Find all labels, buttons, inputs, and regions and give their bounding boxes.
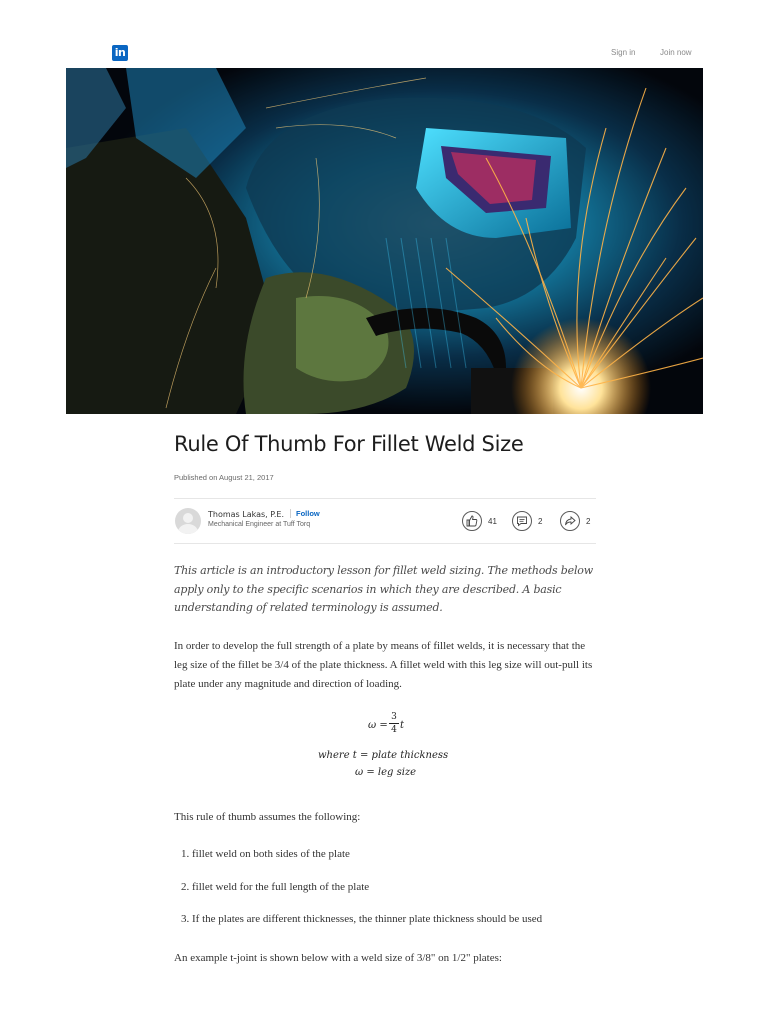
published-date: Published on August 21, 2017 xyxy=(174,473,274,482)
sign-in-link[interactable]: Sign in xyxy=(611,48,636,57)
author-bar xyxy=(174,498,596,544)
welding-photo xyxy=(66,68,703,414)
like-button[interactable] xyxy=(462,509,497,533)
comment-button[interactable] xyxy=(512,509,542,533)
top-navigation xyxy=(0,0,768,68)
share-arrow-icon xyxy=(560,511,580,531)
comment-count: 2 xyxy=(538,516,543,526)
join-now-link[interactable]: Join now xyxy=(660,48,692,57)
avatar-shoulders-shape xyxy=(178,524,198,534)
thumbs-up-icon xyxy=(462,511,482,531)
formula-lhs: ω = xyxy=(368,720,388,731)
like-count: 41 xyxy=(488,516,497,526)
formula-fraction xyxy=(389,712,399,736)
formula-where-line: where t = plate thickness xyxy=(318,750,449,761)
follow-button[interactable]: Follow xyxy=(290,509,320,518)
article-title: Rule Of Thumb For Fillet Weld Size xyxy=(174,432,524,456)
share-button[interactable] xyxy=(560,509,590,533)
list-item: 1. fillet weld on both sides of the plate xyxy=(181,848,350,860)
fraction-bar xyxy=(389,723,399,724)
hero-image-welder xyxy=(66,68,703,414)
article-paragraph-3: An example t-joint is shown below with a weld size of 3/8" on 1/2" plates: xyxy=(174,952,502,964)
comment-icon xyxy=(512,511,532,531)
formula-numerator: 3 xyxy=(391,712,397,722)
list-item: 2. fillet weld for the full length of the plate xyxy=(181,881,370,893)
avatar-head-shape xyxy=(183,513,193,523)
article-lead: This article is an introductory lesson for fillet weld sizing. The methods below apply only to the specific scenarios in which they are described. A basic understanding of related terminology is assumed. xyxy=(174,564,593,614)
article-paragraph-1: In order to develop the full strength of a plate by means of fillet welds, it is necessary that the leg size of the fillet be 3/4 of the plate thickness. A fillet weld with this leg size will out-pull its plate under any magnitude and direction of loading. xyxy=(174,640,593,690)
author-name-link[interactable]: Thomas Lakas, P.E. xyxy=(208,510,284,519)
share-count: 2 xyxy=(586,516,591,526)
linkedin-logo[interactable]: in xyxy=(112,45,128,61)
article-paragraph-2: This rule of thumb assumes the following: xyxy=(174,811,361,823)
formula-denominator: 4 xyxy=(391,725,397,735)
formula-variable: t xyxy=(400,720,405,731)
author-headline: Mechanical Engineer at Tuff Torq xyxy=(208,521,311,528)
formula-omega-line: ω = leg size xyxy=(355,767,417,778)
author-avatar[interactable] xyxy=(175,508,201,534)
list-item: 3. If the plates are different thicknesses, the thinner plate thickness should be used xyxy=(181,913,543,925)
